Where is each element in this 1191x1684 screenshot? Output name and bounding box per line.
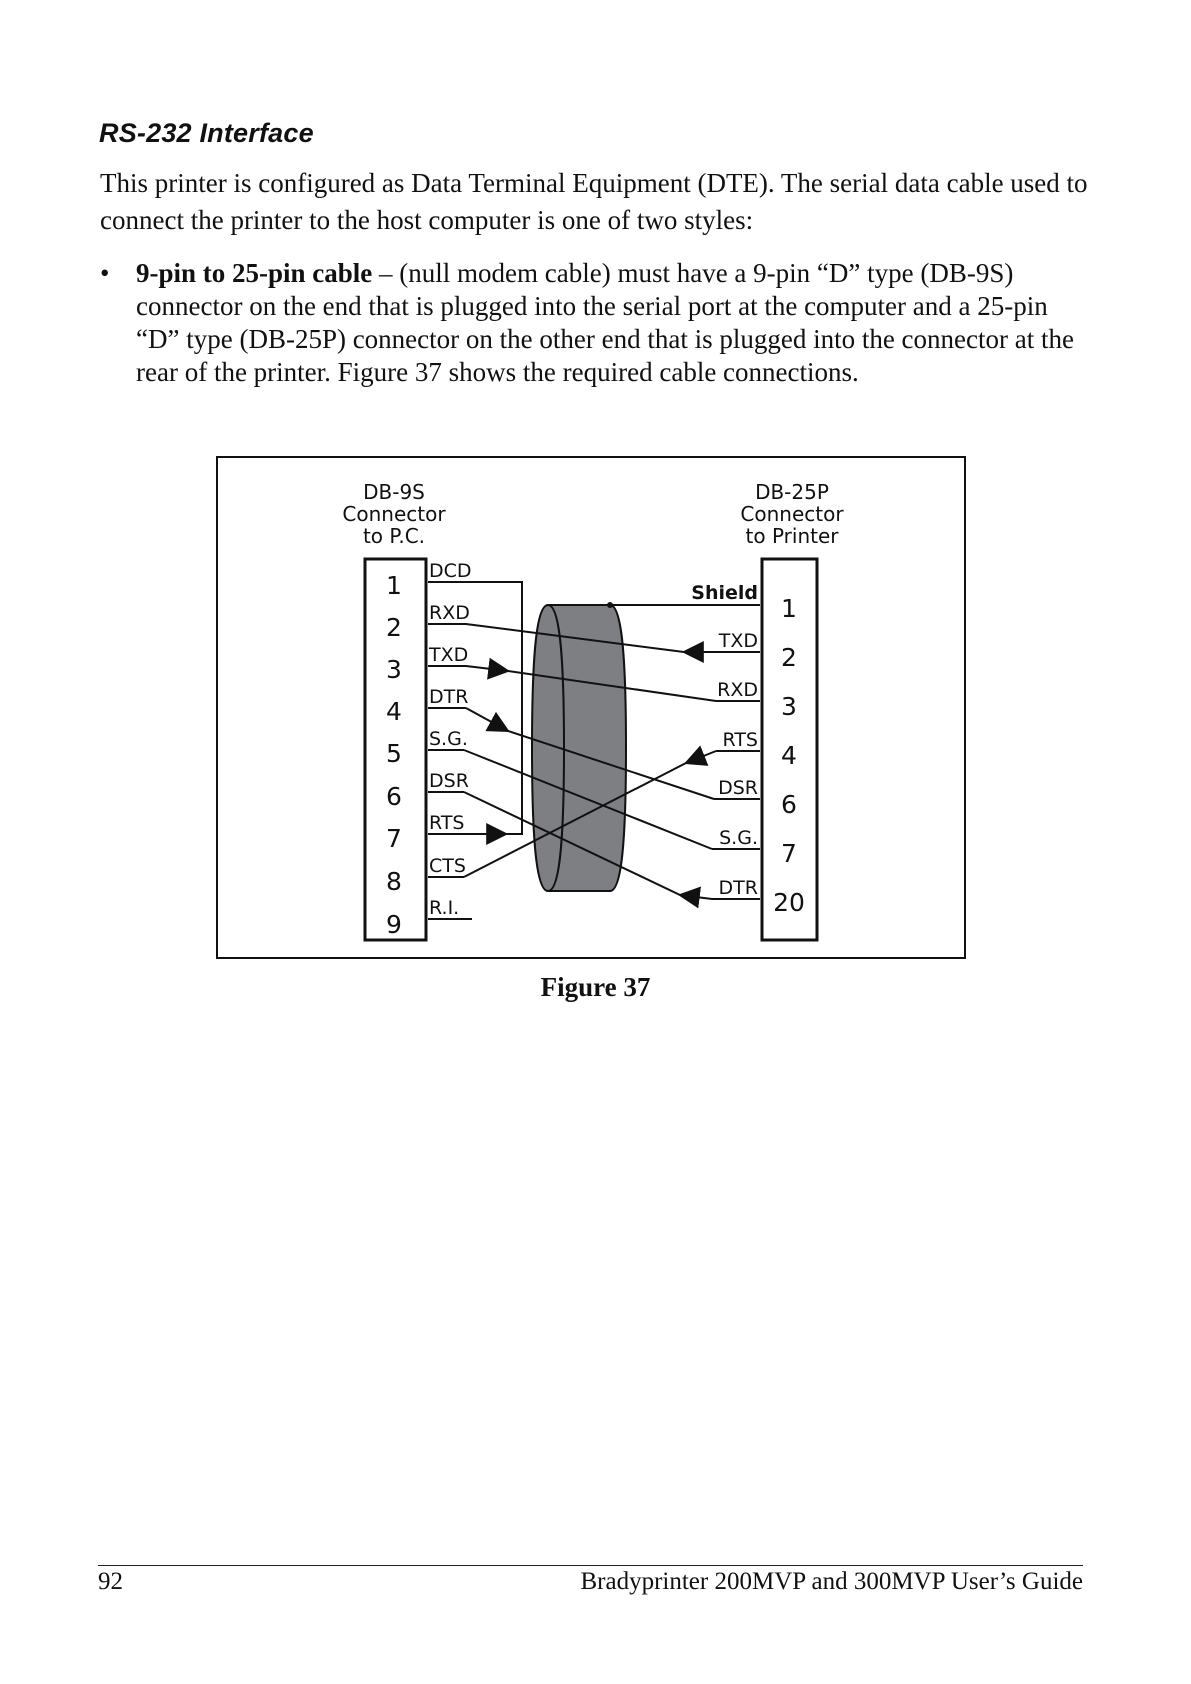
left-title-line-2: Connector <box>342 502 446 526</box>
left-pin-8: 8 <box>386 867 402 896</box>
left-pin-9: 9 <box>386 910 402 939</box>
left-signal-rxd: RXD <box>429 602 470 624</box>
right-pin-7: 7 <box>781 839 797 868</box>
right-signal-rts: RTS <box>722 729 758 751</box>
right-pin-4: 4 <box>781 741 797 770</box>
left-pin-6: 6 <box>386 782 402 811</box>
right-title-line-3: to Printer <box>745 524 839 548</box>
left-title-line-1: DB-9S <box>363 480 425 504</box>
section-heading: RS-232 Interface <box>99 118 314 148</box>
right-signal-shield: Shield <box>691 582 758 604</box>
right-title-line-1: DB-25P <box>755 480 829 504</box>
left-signal-cts: CTS <box>429 855 466 877</box>
cable-shield <box>532 605 626 891</box>
bullet-bold-term: 9-pin to 25-pin cable <box>136 258 373 288</box>
right-title-line-2: Connector <box>740 502 844 526</box>
footer-rule <box>98 1565 1083 1566</box>
right-signal-dtr: DTR <box>718 877 758 899</box>
bullet-text <box>136 257 1096 389</box>
left-pin-7: 7 <box>386 824 402 853</box>
left-signal-rts: RTS <box>429 812 465 834</box>
left-signal-dtr: DTR <box>429 686 469 708</box>
left-signal-dsr: DSR <box>429 770 469 792</box>
left-signal-txd: TXD <box>429 644 469 666</box>
right-pin-2: 2 <box>781 643 797 672</box>
left-pin-1: 1 <box>386 571 402 600</box>
left-title-line-3: to P.C. <box>362 524 426 548</box>
left-signal-dcd: DCD <box>429 560 472 582</box>
left-pin-5: 5 <box>386 739 402 768</box>
figure-caption: Figure 37 <box>540 972 651 1002</box>
left-signal-ri: R.I. <box>429 897 460 919</box>
cable-wiring-diagram <box>218 458 963 956</box>
bullet-description: – (null modem cable) must have a 9-pin “D” type (DB-9S) connector on the end that is plugged into the serial port at the computer and a 25-pin “D” type (DB-25P) connector on the other end that is plugged into the connector at the rear of the printer. Figure 37 shows the required cable connections. <box>136 258 1074 387</box>
right-signal-sg: S.G. <box>719 827 758 849</box>
left-pin-2: 2 <box>386 613 402 642</box>
right-signal-txd: TXD <box>718 630 758 652</box>
bullet-marker: • <box>100 258 110 288</box>
left-pin-4: 4 <box>386 697 402 726</box>
right-signal-rxd: RXD <box>717 679 758 701</box>
left-pin-3: 3 <box>386 655 402 684</box>
right-pin-1: 1 <box>781 594 797 623</box>
right-signal-dsr: DSR <box>718 777 758 799</box>
intro-paragraph: This printer is configured as Data Terminal Equipment (DTE). The serial data cable used to connect the printer to the host computer is one of two styles: <box>100 168 1088 235</box>
left-signal-sg: S.G. <box>429 728 468 750</box>
right-pin-6: 6 <box>781 790 797 819</box>
right-pin-20: 20 <box>773 888 805 917</box>
right-pin-3: 3 <box>781 692 797 721</box>
page-number: 92 <box>98 1568 123 1595</box>
figure-37-diagram <box>216 456 966 959</box>
footer-title: Bradyprinter 200MVP and 300MVP User’s Guide <box>580 1568 1083 1595</box>
